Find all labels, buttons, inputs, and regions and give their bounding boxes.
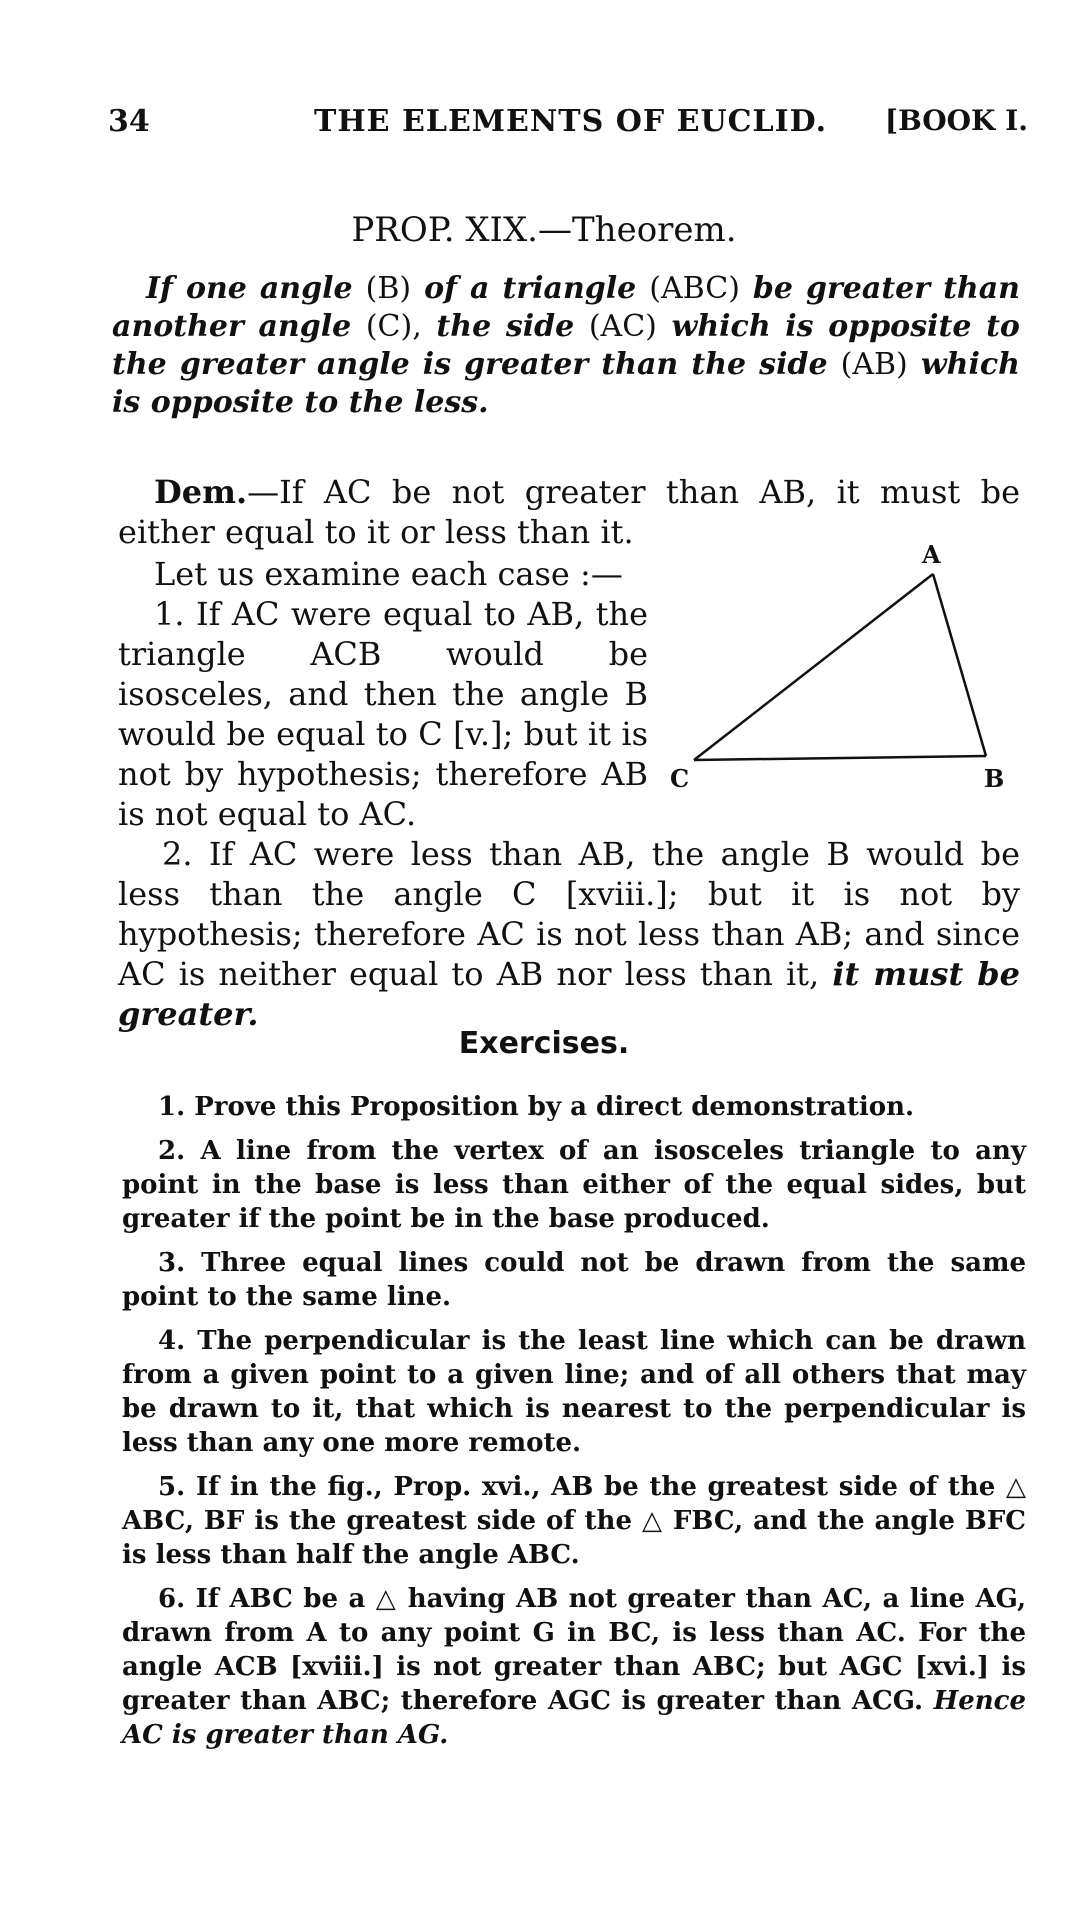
case-2: 2. If AC were less than AB, the angle B would be less than the angle C [xviii.]; but it is not by hypothesis; therefore AC is not less than AB; and since AC is neither equal to AB nor less than it, it must be greater.: [118, 835, 1021, 1033]
side-ab: [933, 574, 986, 756]
vertex-label-c: C: [670, 764, 690, 793]
case-2-conclusion: it must be greater.: [118, 955, 1021, 1033]
vertex-label-a: A: [922, 540, 941, 569]
case-1: 1. If AC were equal to AB, the triangle ACB would be isosceles, and then the angle B would be equal to C [v.]; but it is not by hypothesis; therefore AB is not equal to AC.: [118, 595, 648, 833]
exercise-item-6: 6. If ABC be a △ having AB not greater than AC, a line AG, drawn from A to any point G in BC, is less than AC. For the angle ACB [xviii.] is not greater than ABC; but AGC [xvi.] is greater than ABC; therefore AGC is greater than ACG. Hence AC is greater than AG.: [122, 1584, 1027, 1750]
side-ac: [694, 574, 933, 760]
exercises-heading: Exercises.: [458, 1026, 630, 1061]
demonstration-case1-column: [118, 554, 648, 834]
exercise-item: 1. Prove this Proposition by a direct demonstration.: [158, 1092, 915, 1122]
proposition-enunciation: If one angle (B) of a triangle (ABC) be greater than another angle (C), the side (AC) which is opposite to the greater angle is greater than the side (AB) which is opposite to the less.: [112, 271, 1020, 420]
exercise-item: 2. A line from the vertex of an isosceles triangle to any point in the base is less than either of the equal sides, but greater if the point be in the base produced.: [122, 1136, 1026, 1234]
demonstration-intro: Dem.—If AC be not greater than AB, it must be either equal to it or less than it.: [118, 473, 1020, 551]
exercise-item: 3. Three equal lines could not be drawn from the same point to the same line.: [122, 1248, 1026, 1312]
book-reference: [BOOK I.: [884, 104, 1028, 137]
page-header: [108, 104, 1028, 148]
running-title: THE ELEMENTS OF EUCLID.: [314, 104, 828, 139]
exercise-6-conclusion: Hence AC is greater than AG.: [122, 1686, 1027, 1750]
proposition-title: PROP. XIX.—Theorem.: [351, 210, 737, 250]
triangle-diagram: [670, 540, 1010, 790]
exercises-list: [122, 1090, 1026, 1762]
exercise-item: 5. If in the fig., Prop. xvi., AB be the greatest side of the △ ABC, BF is the greatest side of the △ FBC, and the angle BFC is less than half the angle ABC.: [122, 1472, 1026, 1570]
exercise-item: 4. The perpendicular is the least line which can be drawn from a given point to a given line; and of all others that may be drawn to it, that which is nearest to the perpendicular is less than any one more remote.: [122, 1326, 1026, 1458]
dem-label: Dem.: [154, 473, 248, 511]
side-cb: [694, 756, 986, 760]
page-number: 34: [108, 104, 150, 139]
vertex-label-b: B: [984, 764, 1005, 793]
triangle-figure: [670, 540, 1010, 793]
examine-line: Let us examine each case :—: [154, 555, 623, 593]
